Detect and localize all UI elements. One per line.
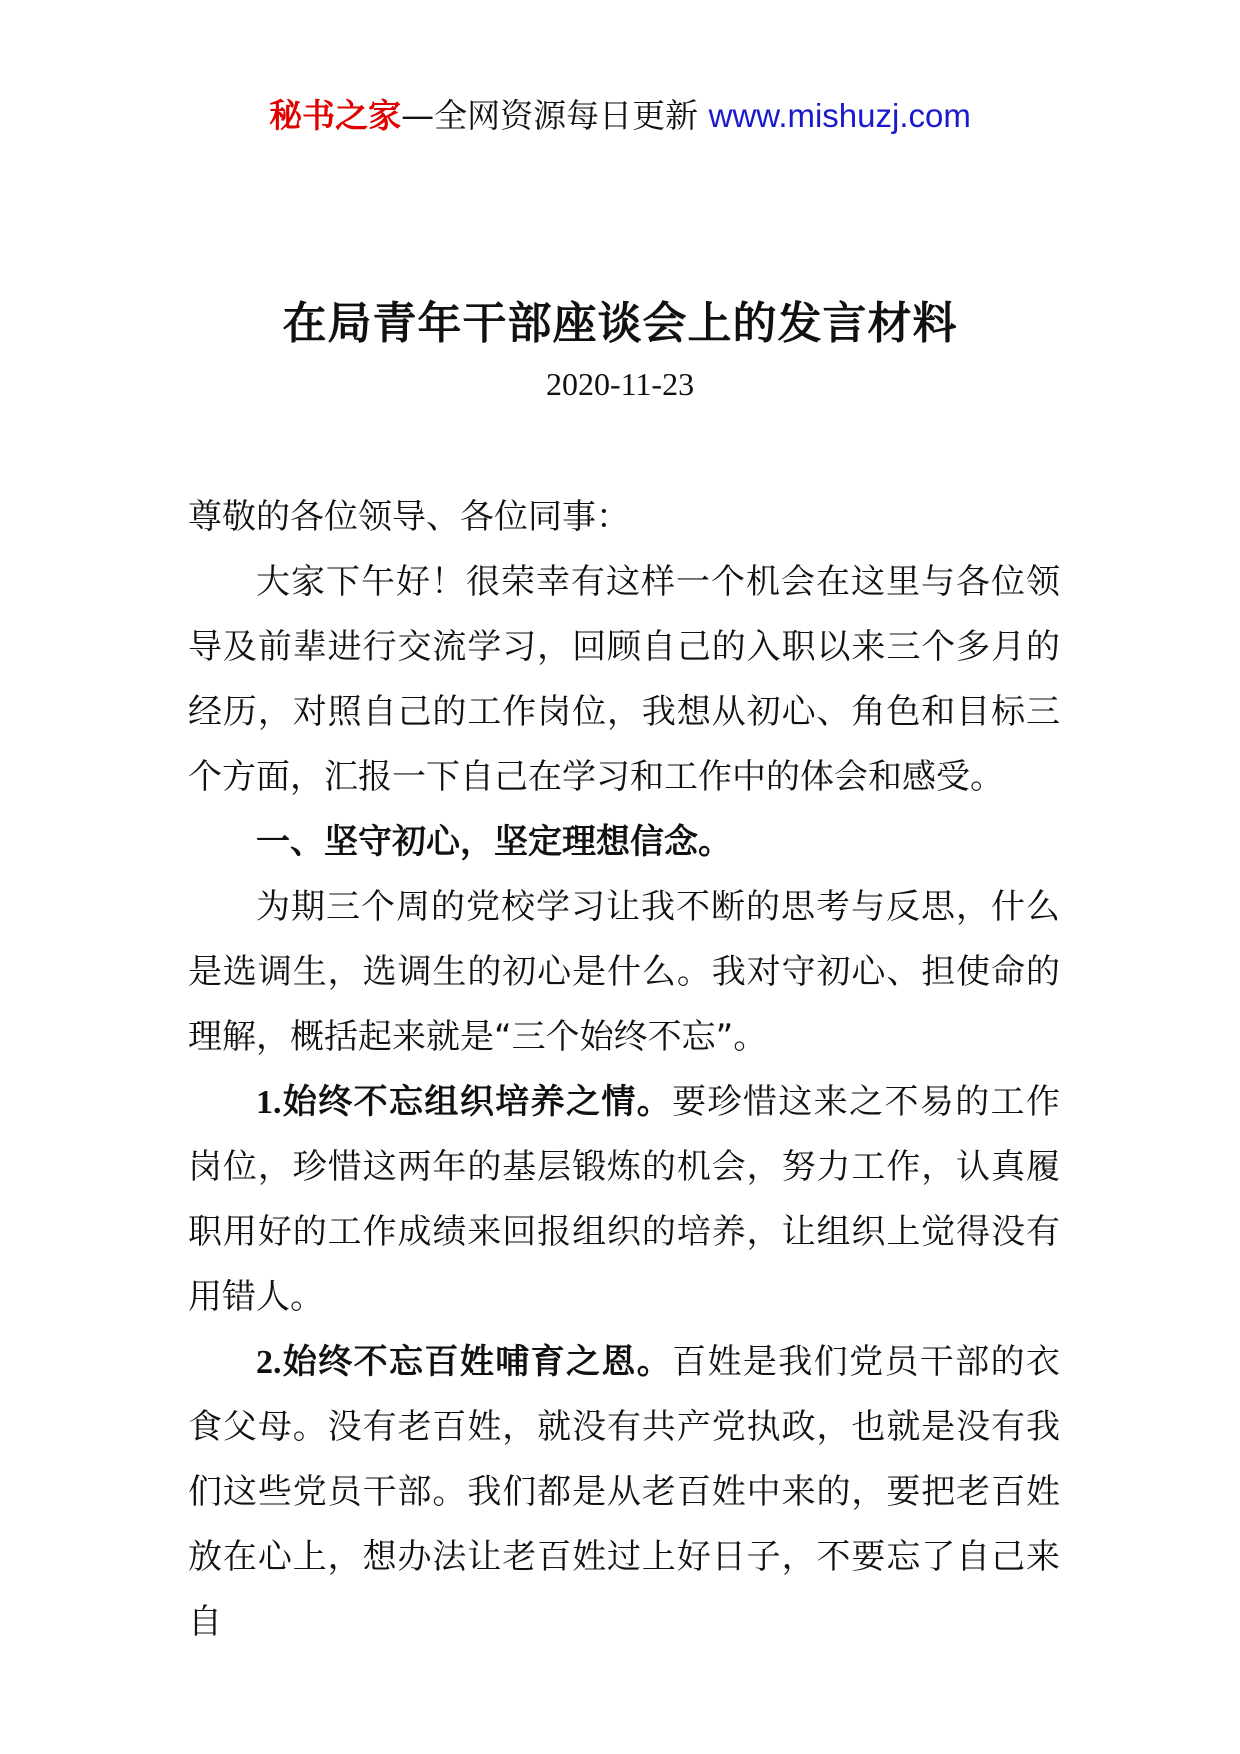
site-brand: 秘书之家: [269, 96, 402, 135]
document-body: [188, 485, 1060, 1655]
document-title: 在局青年干部座谈会上的发言材料: [282, 298, 958, 349]
point-1-number: 1.: [256, 1084, 282, 1121]
site-url-link[interactable]: www.mishuzj.com: [708, 97, 971, 134]
point-1-heading: 始终不忘组织培养之情。: [281, 1082, 673, 1122]
point-1-paragraph: [188, 1070, 1060, 1330]
point-1-text: 要珍惜这来之不易的工作岗位，珍惜这两年的基层锻炼的机会，努力工作，认真履职用好的工作成绩来回报组织的培养，让组织上觉得没有用错人。: [188, 1082, 1061, 1317]
section-1-paragraph: 为期三个周的党校学习让我不断的思考与反思，什么是选调生，选调生的初心是什么。我对守初心、担使命的理解，概括起来就是“三个始终不忘”。: [188, 887, 1060, 1057]
site-tagline: —全网资源每日更新: [401, 96, 709, 135]
document-date: 2020-11-23: [545, 366, 695, 402]
point-2-text: 百姓是我们党员干部的衣食父母。没有老百姓，就没有共产党执政，也就是没有我们这些党员干部。我们都是从老百姓中来的，要把老百姓放在心上，想办法让老百姓过上好日子，不要忘了自己来自: [188, 1342, 1061, 1642]
point-2-number: 2.: [256, 1344, 282, 1381]
section-1-heading: 一、坚守初心，坚定理想信念。: [256, 822, 732, 862]
intro-paragraph: 大家下午好！很荣幸有这样一个机会在这里与各位领导及前辈进行交流学习，回顾自己的入职以来三个多月的经历，对照自己的工作岗位，我想从初心、角色和目标三个方面，汇报一下自己在学习和工作中的体会和感受。: [188, 562, 1060, 797]
point-2-paragraph: [188, 1330, 1060, 1655]
site-header: [0, 96, 1240, 136]
point-2-heading: 始终不忘百姓哺育之恩。: [281, 1342, 673, 1382]
salutation: 尊敬的各位领导、各位同事：: [188, 497, 630, 537]
